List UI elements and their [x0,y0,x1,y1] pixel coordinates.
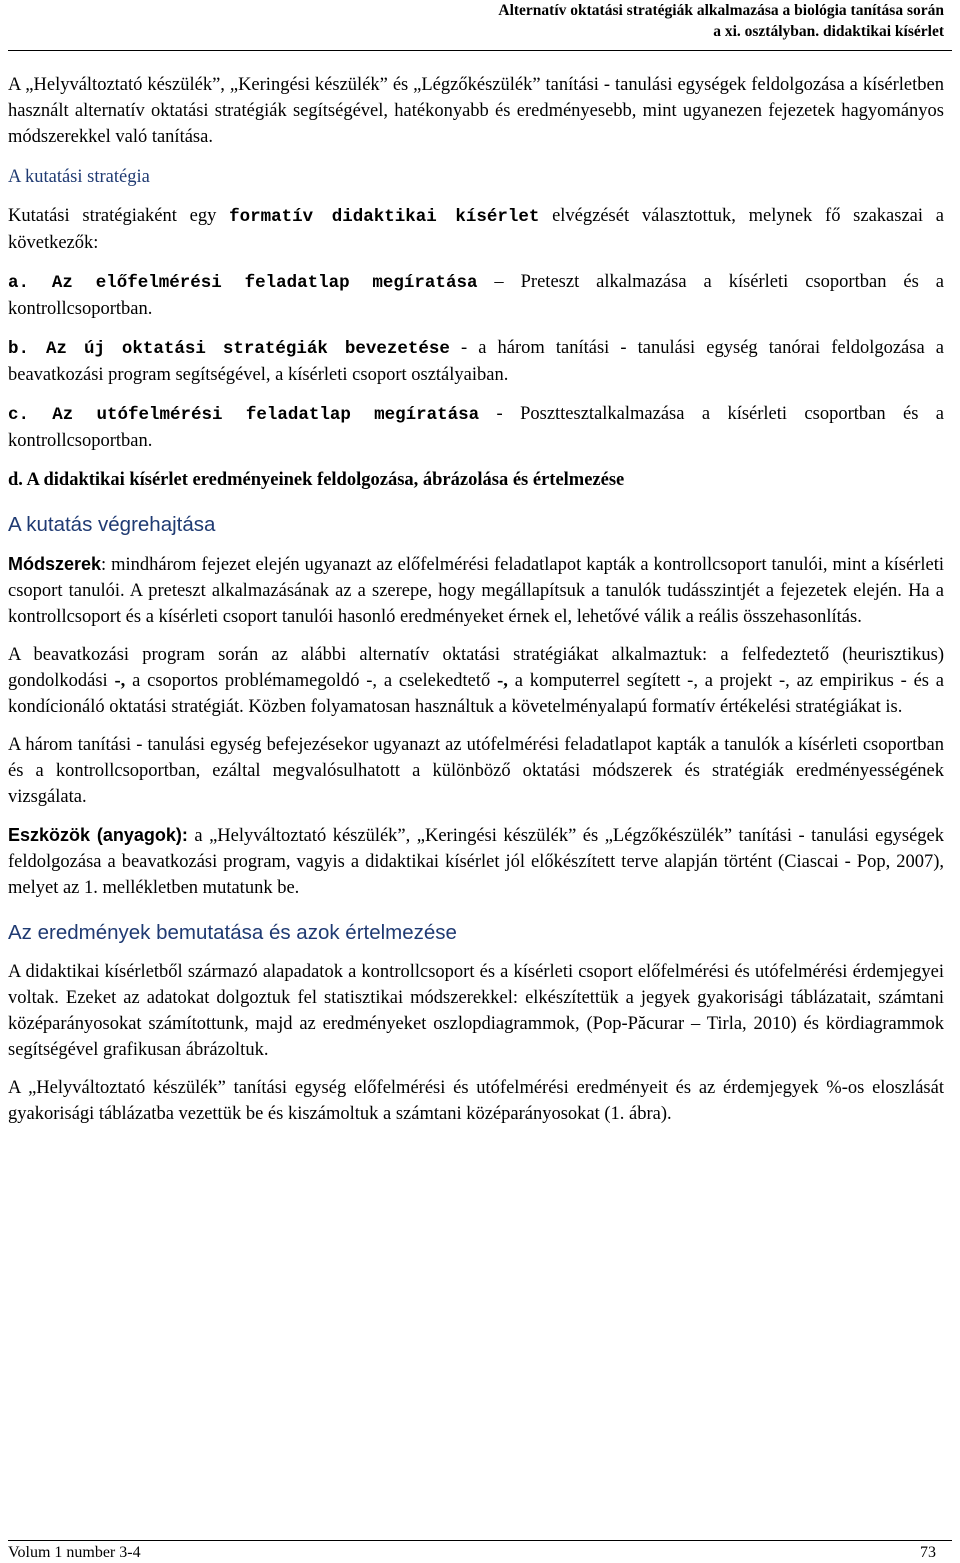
step-c-label: c. Az utófelmérési feladatlap megíratása [8,405,480,425]
step-d [8,467,944,493]
step-c [8,401,944,454]
methods-label: Módszerek [8,554,102,574]
program-paragraph [8,642,944,720]
tools-paragraph [8,822,944,901]
step-a [8,269,944,322]
section-heading-execution: A kutatás végrehajtása [8,513,216,536]
tools-text: a „Helyváltoztató készülék”, „Keringési készülék” és „Légzőkészülék” tanítási - tanulási egységek feldolgozása a beavatkozási program, vagyis a didaktikai kísérlet jól előkészített terve alapján történt (Ciascai - Pop, 2007), melyet az 1. mellékletben mutatunk be. [8,826,944,898]
page-number: 73 [920,1544,936,1561]
step-b-label: b. Az új oktatási stratégiák bevezetése [8,339,450,359]
footer-divider [8,1540,952,1541]
intro-paragraph: A „Helyváltoztató készülék”, „Keringési készülék” és „Légzőkészülék” tanítási - tanulási egységek feldolgozása a kísérletben használt alternatív oktatási stratégiák segítségével, hatékonyabb és eredményesebb, mint ugyanezen fejezetek hagyományos módszerekkel való tanítása. [8,75,944,147]
strategy-text-post: elvégzését választottuk, melynek fő szakaszai a következők: [8,206,944,253]
strategy-paragraph [8,203,944,256]
step-a-text: – Preteszt alkalmazása a kísérleti csoportban és a kontrollcsoportban. [8,272,944,319]
results-paragraph-1: A didaktikai kísérletből származó alapadatok a kontrollcsoport és a kísérleti csoport előfelmérési és utófelmérési érdemjegyei voltak. Ezeket az adatokat dolgoztuk fel statisztikai módszerekkel: elkészítettük a jegyek gyakorisági táblázatait, számtani középarányosokat számítottunk, majd az eredményeket oszlopdiagrammok, (Pop-Păcurar – Tirla, 2010) és kördiagrammok segítségével grafikusan ábrázoltuk. [8,962,944,1060]
footer-volume: Volum 1 number 3-4 [8,1544,141,1561]
program-text-2: -, [114,671,126,691]
tools-label: Eszközök (anyagok): [8,825,188,845]
program-text-4: -, [497,671,508,691]
header-divider [8,50,952,51]
section-heading-results: Az eredmények bemutatása és azok értelmezése [8,921,457,944]
strategy-text-pre: Kutatási stratégiaként egy [8,206,230,226]
article-body [8,72,944,1127]
step-b [8,335,944,388]
step-d-label: d. A didaktikai kísérlet eredményeinek feldolgozása, ábrázolása és értelmezése [8,470,625,490]
posttest-paragraph: A három tanítási - tanulási egység befejezésekor ugyanazt az utófelmérési feladatlapot kapták a tanulók a kísérleti csoportban és a kontrollcsoportban, ezáltal megvalósulhatott a különböző oktatási módszerek és stratégiák eredményességének vizsgálata. [8,735,944,807]
program-text-1: A beavatkozási program során az alábbi alternatív oktatási stratégiákat alkalmaztuk: a felfedeztető (heurisztikus) gondolkodási [8,645,944,691]
methods-text: : mindhárom fejezet elején ugyanazt az előfelmérési feladatlapot kapták a kontrollcsoport tanulói, mint a kísérleti csoport tanulói. A preteszt alkalmazásának az a szerepe, hogy megállapítsuk a tanulók tudásszintjét a fejezetek elején. Ha a kontrollcsoport és a kísérleti csoport tanulói hasonló eredményeket érnek el, lehetővé válik a reális összehasonlítás. [8,555,944,627]
step-c-text: - Poszttesztalkalmazása a kísérleti csoportban és a kontrollcsoportban. [8,404,945,451]
program-text-5: a komputerrel segített -, a projekt -, az empirikus - és a kondícionáló oktatási stratégiát. Közben folyamatosan használtuk a követelményalapú formatív értékelési stratégiákat is. [8,671,944,717]
header-line-1: Alternatív oktatási stratégiák alkalmazása a biológia tanítása során [498,2,944,19]
strategy-text-bold: formatív didaktikai kísérlet [229,207,540,227]
program-text-3: a csoportos problémamegoldó -, a cselekedtető [125,671,498,691]
header-line-2: a xi. osztályban. didaktikai kísérlet [713,23,944,40]
results-paragraph-2: A „Helyváltoztató készülék” tanítási egység előfelmérési és utófelmérési eredményeit és az érdemjegyek %-os eloszlását gyakorisági táblázatba vezettük be és kiszámoltuk a számtani középarányosokat (1. ábra). [8,1078,944,1124]
step-b-text: - a három tanítási - tanulási egység tanórai feldolgozása a beavatkozási program segítségével, a kísérleti csoport osztályaiban. [8,338,944,385]
running-header [184,0,944,42]
methods-paragraph [8,551,944,630]
step-a-label: a. Az előfelmérési feladatlap megíratása [8,273,478,293]
section-heading-strategy: A kutatási stratégia [8,167,150,187]
